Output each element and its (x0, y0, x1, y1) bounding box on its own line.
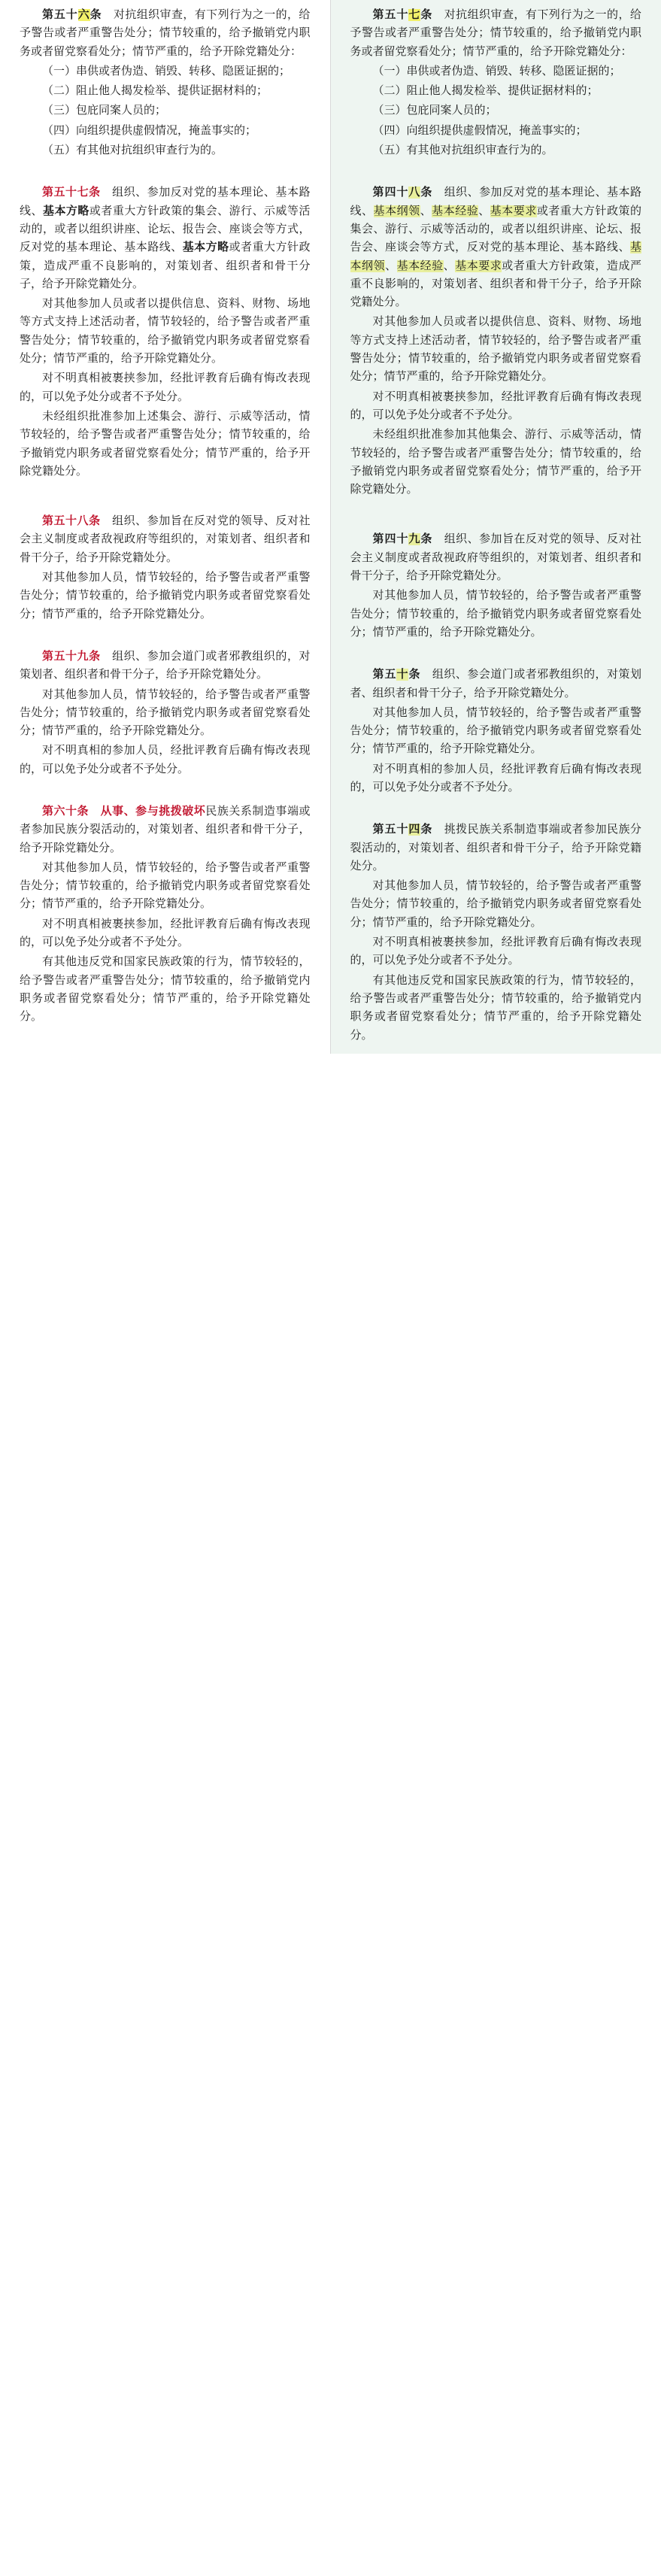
article-number: 第五十六条 (42, 9, 102, 21)
article-paragraph: 对其他参加人员，情节较轻的，给予警告或者严重警告处分；情节较重的，给予撤销党内职务或者留党察看处分；情节严重的，给予开除党籍处分。 (20, 688, 311, 738)
article-paragraph: （二）阻止他人揭发检举、提供证据材料的； (372, 85, 599, 98)
article-paragraph: 对不明真相被裹挟参加，经批评教育后确有悔改表现的，可以免予处分或者不予处分。 (20, 918, 311, 949)
article-paragraph: 第四十九条 组织、参加旨在反对党的领导、反对社会主义制度或者敌视政府等组织的，对策划者、组织者和骨干分子，给予开除党籍处分。 (350, 533, 641, 583)
article-paragraph: 对其他参加人员，情节较轻的，给予警告或者严重警告处分；情节较重的，给予撤销党内职务或者留党察看处分；情节严重的，给予开除党籍处分。 (20, 861, 311, 911)
article-59-left (20, 648, 311, 778)
article-paragraph: 第五十四条 挑拨民族关系制造事端或者参加民族分裂活动的，对策划者、组织者和骨干分子，给予开除党籍处分。 (350, 824, 641, 872)
article-number: 第五十七条 (372, 9, 433, 21)
article-paragraph: 有其他违反党和国家民族政策的行为，情节较轻的，给予警告或者严重警告处分；情节较重的，给予撤销党内职务或者留党察看处分；情节严重的，给予开除党籍处分。 (20, 956, 311, 1024)
right-column (331, 0, 661, 1054)
article-paragraph: （五）有其他对抗组织审查行为的。 (42, 144, 223, 157)
article-paragraph: 第五十八条 组织、参加旨在反对党的领导、反对社会主义制度或者敌视政府等组织的，对策划者、组织者和骨干分子，给予开除党籍处分。 (20, 515, 311, 564)
article-lead-emphasis: 从事、参与挑拨破坏 (100, 805, 206, 818)
comparison-document (0, 0, 661, 1054)
article-paragraph: 对不明真相的参加人员，经批评教育后确有悔改表现的，可以免予处分或者不予处分。 (350, 763, 641, 793)
article-paragraph: （五）有其他对抗组织审查行为的。 (372, 144, 553, 157)
article-number: 第五十九条 (42, 650, 101, 663)
article-50-right (350, 666, 642, 796)
article-paragraph: 第五十七条 组织、参加反对党的基本理论、基本路线、基本方略或者重大方针政策的集会、游行、示威等活动的，或者以组织讲座、论坛、报告会、座谈会等方式，反对党的基本理论、基本路线、基本方略或者重大方针政策，造成严重不良影响的，对策划者、组织者和骨干分子，给予开除党籍处分。 (20, 187, 311, 290)
article-paragraph: 对其他参加人员，情节较轻的，给予警告或者严重警告处分；情节较重的，给予撤销党内职务或者留党察看处分；情节严重的，给予开除党籍处分。 (350, 706, 641, 756)
article-paragraph: （三）包庇同案人员的； (42, 105, 167, 117)
article-48-right (350, 184, 642, 499)
article-60-left (20, 803, 311, 1027)
article-paragraph: 第四十八条 组织、参加反对党的基本理论、基本路线、基本纲领、基本经验、基本要求或者重大方针政策的集会、游行、示威等活动的，或者以组织讲座、论坛、报告会、座谈会等方式，反对党的基本理论、基本路线、基本纲领、基本经验、基本要求或者重大方针政策，造成严重不良影响的，对策划者、组织者和骨干分子，给予开除党籍处分。 (350, 187, 641, 309)
article-paragraph: 对其他参加人员，情节较轻的，给予警告或者严重警告处分；情节较重的，给予撤销党内职务或者留党察看处分；情节严重的，给予开除党籍处分。 (350, 880, 641, 929)
article-number: 第六十条 (42, 805, 89, 818)
section-gap (350, 798, 642, 821)
article-paragraph: （一）串供或者伪造、销毁、转移、隐匿证据的； (372, 65, 621, 77)
article-54-right (350, 821, 642, 1045)
article-paragraph: 第五十九条 组织、参加会道门或者邪教组织的，对策划者、组织者和骨干分子，给予开除党籍处分。 (20, 650, 311, 681)
article-paragraph: 对其他参加人员或者以提供信息、资料、财物、场地等方式支持上述活动者，情节较轻的，给予警告或者严重警告处分；情节较重的，给予撤销党内职务或者留党察看处分；情节严重的，给予开除党籍处分。 (350, 316, 641, 384)
article-paragraph: （四）向组织提供虚假情况，掩盖事实的； (372, 124, 587, 137)
section-gap (350, 643, 642, 666)
section-gap (20, 625, 311, 648)
section-gap (350, 161, 642, 184)
article-paragraph: 对不明真相被裹挟参加，经批评教育后确有悔改表现的，可以免予处分或者不予处分。 (350, 936, 641, 967)
article-paragraph: （二）阻止他人揭发检举、提供证据材料的； (42, 85, 268, 98)
article-number: 第五十七条 (42, 187, 101, 199)
section-gap (20, 780, 311, 803)
article-paragraph: 第六十条 从事、参与挑拨破坏民族关系制造事端或者参加民族分裂活动的，对策划者、组织者和骨干分子，给予开除党籍处分。 (20, 805, 311, 854)
article-paragraph: 第五十七条 对抗组织审查，有下列行为之一的，给予警告或者严重警告处分；情节较重的，给予撤销党内职务或者留党察看处分；情节严重的，给予开除党籍处分： (350, 9, 641, 58)
article-49-right (350, 530, 642, 642)
article-paragraph: 对不明真相被裹挟参加，经批评教育后确有悔改表现的，可以免予处分或者不予处分。 (20, 372, 311, 403)
article-paragraph: 未经组织批准参加其他集会、游行、示威等活动，情节较轻的，给予警告或者严重警告处分；情节较重的，给予撤销党内职务或者留党察看处分；情节严重的，给予开除党籍处分。 (350, 429, 641, 496)
article-paragraph: 第五十六条 对抗组织审查，有下列行为之一的，给予警告或者严重警告处分；情节较重的，给予撤销党内职务或者留党察看处分；情节严重的，给予开除党籍处分： (20, 9, 311, 58)
section-gap (20, 161, 311, 184)
article-paragraph: 对其他参加人员，情节较轻的，给予警告或者严重警告处分；情节较重的，给予撤销党内职务或者留党察看处分；情节严重的，给予开除党籍处分。 (20, 572, 311, 620)
article-paragraph: 对不明真相被裹挟参加，经批评教育后确有悔改表现的，可以免予处分或者不予处分。 (350, 390, 641, 421)
article-paragraph: （一）串供或者伪造、销毁、转移、隐匿证据的； (42, 65, 291, 77)
article-paragraph: 未经组织批准参加上述集会、游行、示威等活动，情节较轻的，给予警告或者严重警告处分；情节较重的，给予撤销党内职务或者留党察看处分；情节严重的，给予开除党籍处分。 (20, 410, 311, 478)
section-gap (20, 482, 311, 512)
article-57-left (20, 184, 311, 481)
article-paragraph: 对不明真相的参加人员，经批评教育后确有悔改表现的，可以免予处分或者不予处分。 (20, 745, 311, 775)
article-paragraph: （三）包庇同案人员的； (372, 105, 497, 117)
article-paragraph: 第五十条 组织、参会道门或者邪教组织的，对策划者、组织者和骨干分子，给予开除党籍处分。 (350, 669, 641, 699)
article-paragraph: 有其他违反党和国家民族政策的行为，情节较轻的，给予警告或者严重警告处分；情节较重的，给予撤销党内职务或者留党察看处分；情节严重的，给予开除党籍处分。 (350, 974, 641, 1042)
article-paragraph: 对其他参加人员，情节较轻的，给予警告或者严重警告处分；情节较重的，给予撤销党内职务或者留党察看处分；情节严重的，给予开除党籍处分。 (350, 590, 641, 639)
article-number: 第五十四条 (372, 824, 433, 836)
article-paragraph: （四）向组织提供虚假情况，掩盖事实的； (42, 124, 257, 137)
left-column (0, 0, 331, 1054)
section-gap (350, 500, 642, 530)
article-58-left (20, 512, 311, 624)
article-57-right (350, 6, 642, 159)
article-number: 第四十八条 (372, 187, 433, 199)
article-paragraph: 对其他参加人员或者以提供信息、资料、财物、场地等方式支持上述活动者，情节较轻的，给予警告或者严重警告处分；情节较重的，给予撤销党内职务或者留党察看处分；情节严重的，给予开除党籍处分。 (20, 298, 311, 366)
article-number: 第五十条 (372, 669, 421, 681)
article-number: 第五十八条 (42, 515, 101, 528)
article-56-left (20, 6, 311, 159)
article-number: 第四十九条 (372, 533, 433, 546)
